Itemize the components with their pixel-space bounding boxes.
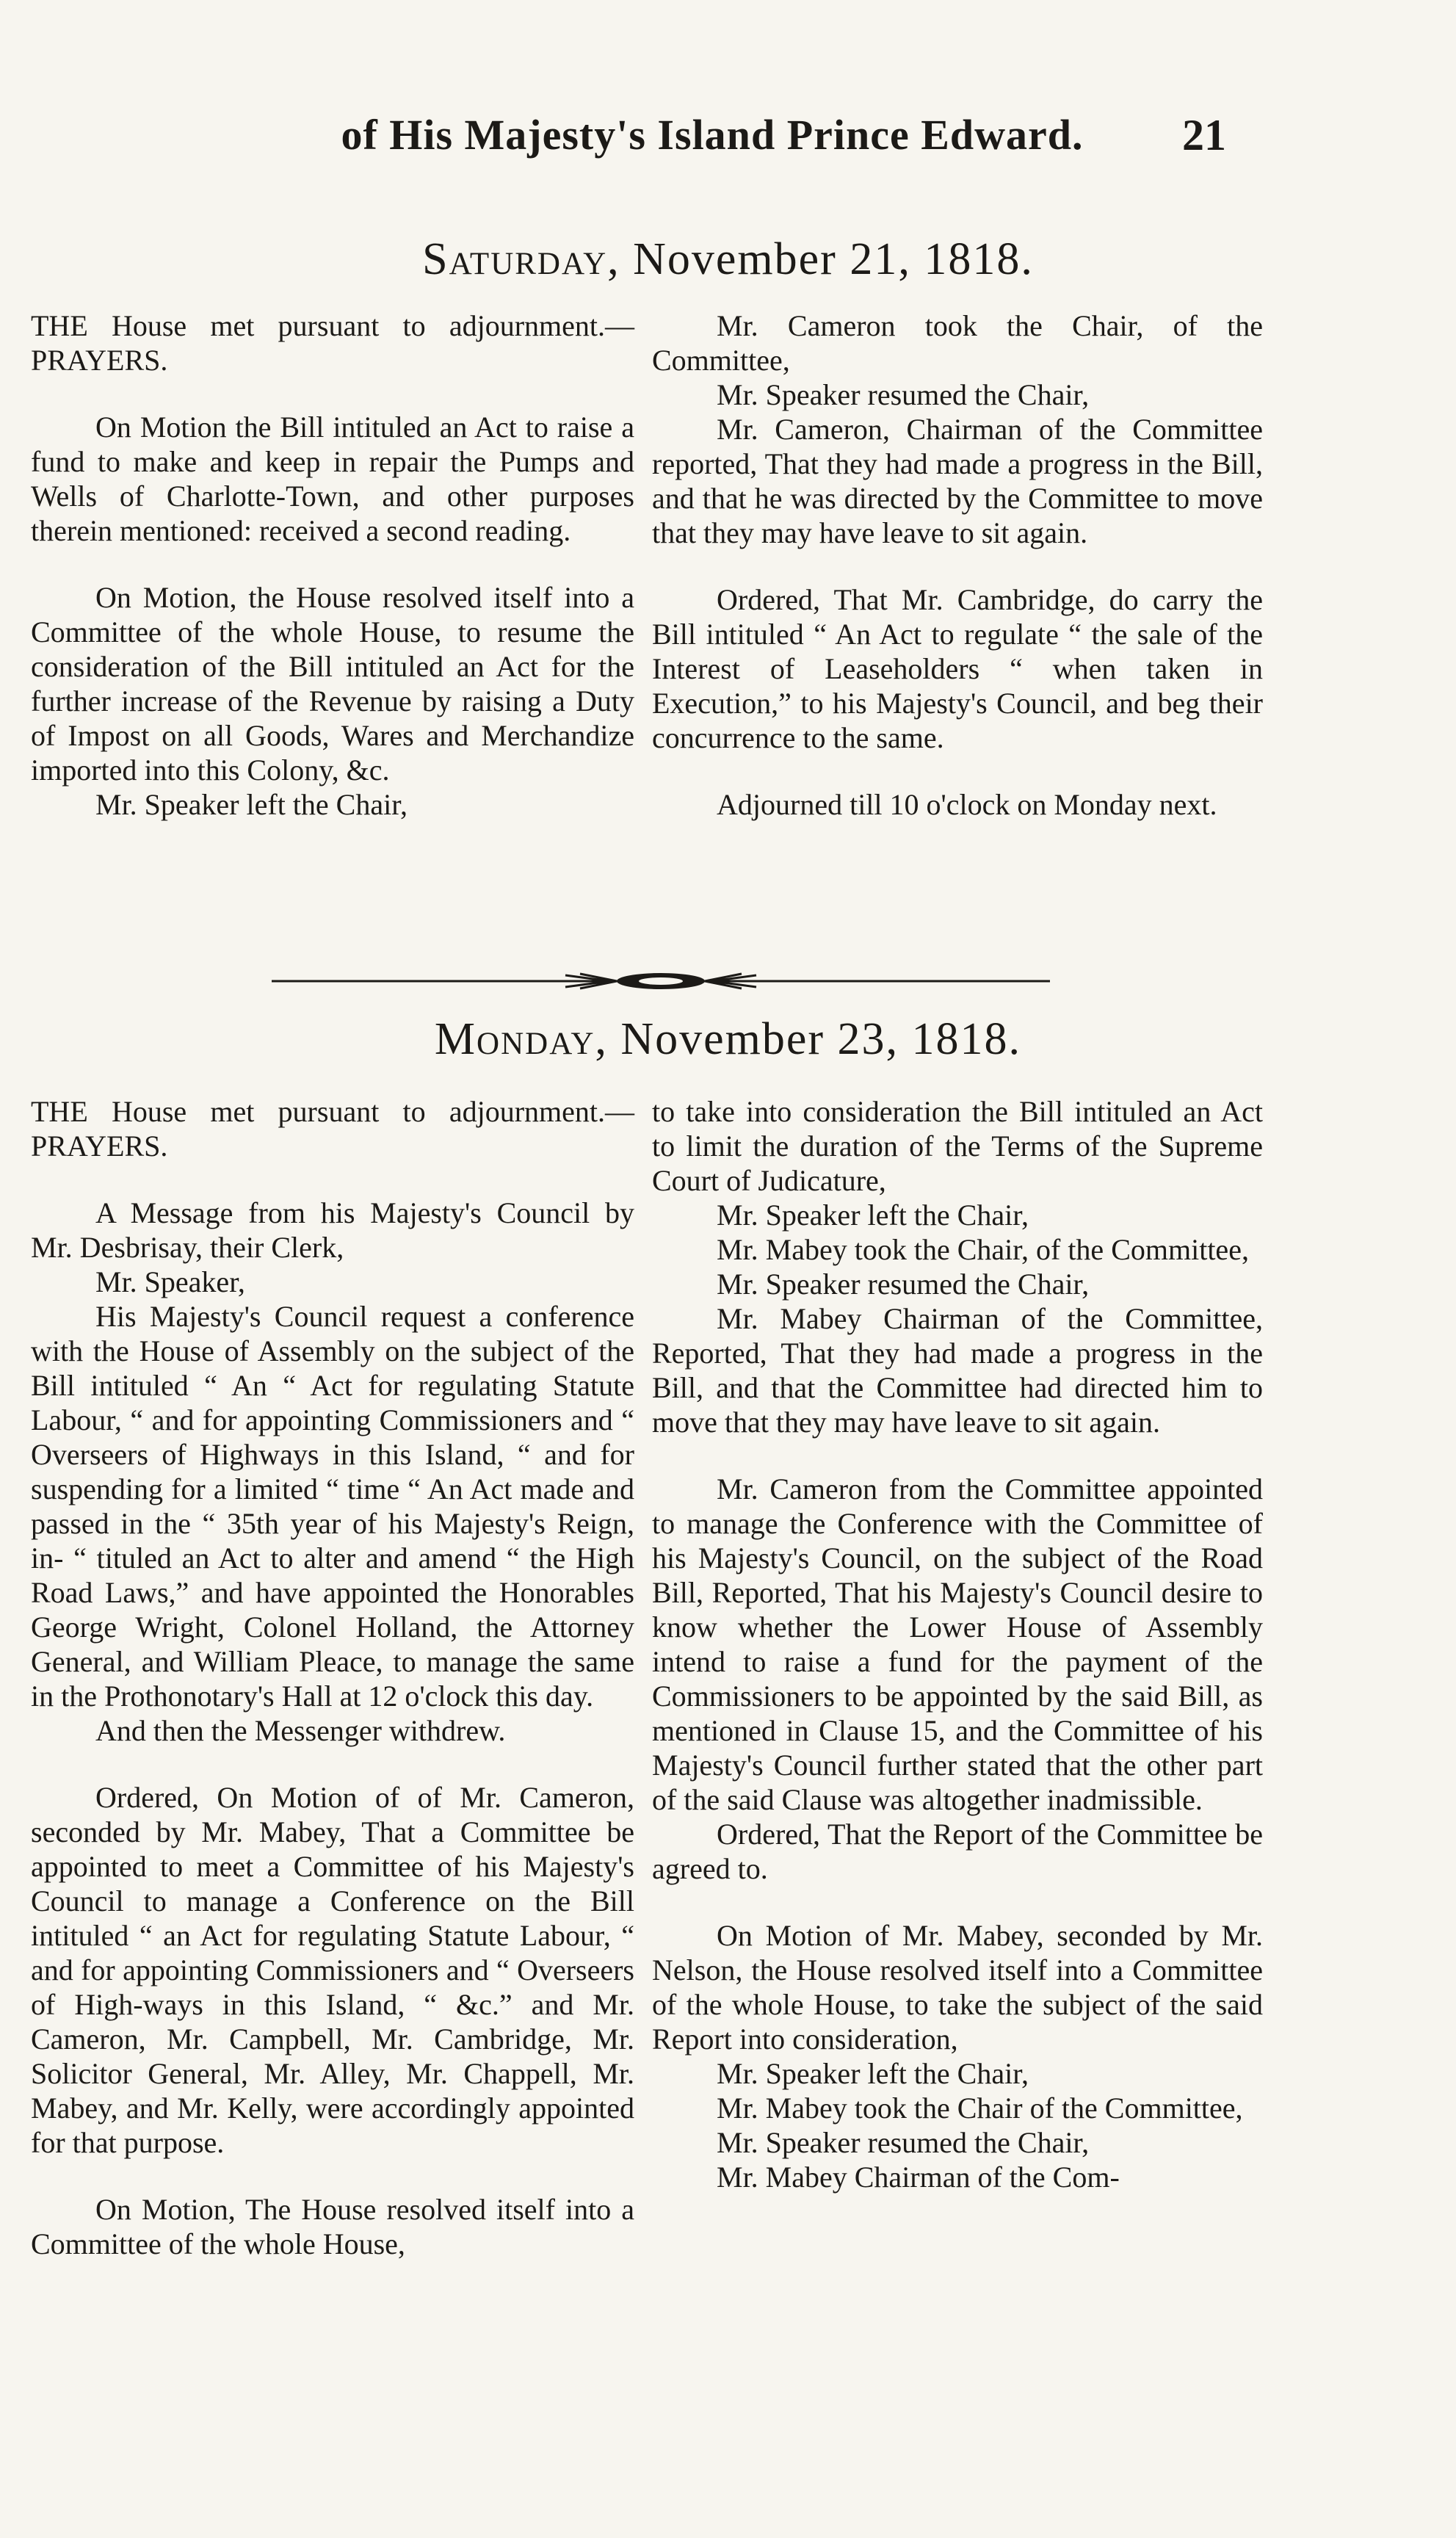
paragraph: And then the Messenger withdrew. <box>95 1714 506 1747</box>
paragraph: THE House met pursuant to adjournment.—PRAYERS. <box>31 309 634 377</box>
running-title: of His Majesty's Island Prince Edward. <box>341 111 1084 159</box>
session-date-heading <box>0 1013 1456 1066</box>
ornamental-divider <box>272 966 1050 996</box>
paragraph: Ordered, That Mr. Cambridge, do carry the Bill intituled “ An Act to regulate “ the sale of the Interest of Leaseholders “ when taken in Execution,” to his Majesty's Council, and beg their concurrence to the same. <box>652 583 1263 754</box>
paragraph: On Motion of Mr. Mabey, seconded by Mr. Nelson, the House resolved itself into a Committee of the whole House, to take the subject of the said Report into consideration, <box>652 1919 1263 2056</box>
paragraph: Adjourned till 10 o'clock on Monday next. <box>717 788 1217 821</box>
paragraph: Mr. Mabey took the Chair of the Committee, <box>717 2092 1243 2125</box>
paragraph: On Motion the Bill intituled an Act to raise a fund to make and keep in repair the Pumps and Wells of Charlotte-Town, and other purposes therein mentioned: received a second reading. <box>31 411 634 547</box>
session-1-left-column <box>31 308 634 822</box>
paragraph: Mr. Mabey took the Chair, of the Committee, <box>717 1233 1249 1266</box>
session-2-right-column <box>652 1094 1263 2194</box>
paragraph: Ordered, That the Report of the Committee be agreed to. <box>652 1818 1263 1885</box>
paragraph: Mr. Speaker left the Chair, <box>717 1198 1029 1232</box>
session-date: , November 23, 1818. <box>595 1014 1022 1064</box>
paragraph: On Motion, the House resolved itself into a Committee of the whole House, to resume the consideration of the Bill intituled an Act for the further increase of the Revenue by raising a Duty of Impost on all Goods, Wares and Merchandize imported into this Colony, &c. <box>31 581 634 787</box>
session-date-heading <box>0 234 1456 286</box>
paragraph: Mr. Speaker resumed the Chair, <box>717 1268 1090 1301</box>
paragraph: Mr. Speaker, <box>95 1265 245 1298</box>
paragraph: A Message from his Majesty's Council by Mr. Desbrisay, their Clerk, <box>31 1196 634 1264</box>
paragraph: Mr. Cameron from the Committee appointed to manage the Conference with the Committee of his Majesty's Council, on the subject of the Road Bill, Reported, That his Majesty's Council desire to know whether the Lower House of Assembly intend to raise a fund for the payment of the Commissioners to be appointed by the said Bill, as mentioned in Clause 15, and the Committee of his Majesty's Council further stated that the other part of the said Clause was altogether inadmissible. <box>652 1472 1263 1816</box>
session-day: Monday <box>434 1014 595 1064</box>
paragraph: Mr. Mabey Chairman of the Committee, Reported, That they had made a progress in the Bill, and that the Committee had directed him to move that they may have leave to sit again. <box>652 1302 1263 1439</box>
session-2-left-column <box>31 1094 634 2261</box>
paragraph: On Motion, The House resolved itself into a Committee of the whole House, <box>31 2193 634 2260</box>
paragraph: Mr. Speaker left the Chair, <box>95 788 408 821</box>
paragraph: THE House met pursuant to adjournment.—PRAYERS. <box>31 1095 634 1163</box>
paragraph: Mr. Speaker left the Chair, <box>717 2057 1029 2090</box>
paragraph: Mr. Cameron, Chairman of the Committee reported, That they had made a progress in the Bill, and that he was directed by the Committee to move that they may have leave to sit again. <box>652 413 1263 549</box>
session-date: , November 21, 1818. <box>607 234 1034 284</box>
paragraph: His Majesty's Council request a conference with the House of Assembly on the subject of the Bill intituled “ An “ Act for regulating Statute Labour, “ and for appointing Commissioners and “ Overseers of Highways in this Island, “ and for suspending for a limited “ time “ An Act made and passed in the “ 35th year of his Majesty's Reign, in- “ tituled an Act to alter and amend “ the High Road Laws,” and have appointed the Honorables George Wright, Colonel Holland, the Attorney General, and William Pleace, to manage the same in the Prothonotary's Hall at 12 o'clock this day. <box>31 1300 634 1713</box>
running-head <box>0 110 1456 176</box>
paragraph: Mr. Speaker resumed the Chair, <box>717 2126 1090 2159</box>
paragraph: Mr. Speaker resumed the Chair, <box>717 378 1090 411</box>
session-1-right-column <box>652 308 1263 822</box>
paragraph: Ordered, On Motion of of Mr. Cameron, seconded by Mr. Mabey, That a Committee be appointed to meet a Committee of his Majesty's Council to manage a Conference on the Bill intituled “ an Act for regulating Statute Labour, “ and for appointing Commissioners and “ Overseers of High-ways in this Island, “ &c.” and Mr. Cameron, Mr. Campbell, Mr. Cambridge, Mr. Solicitor General, Mr. Alley, Mr. Chappell, Mr. Mabey, and Mr. Kelly, were accordingly appointed for that purpose. <box>31 1781 634 2159</box>
page-number: 21 <box>1182 111 1226 159</box>
paragraph: Mr. Mabey Chairman of the Com- <box>717 2161 1120 2194</box>
paragraph: Mr. Cameron took the Chair, of the Committee, <box>652 309 1263 377</box>
paragraph: to take into consideration the Bill intituled an Act to limit the duration of the Terms of the Supreme Court of Judicature, <box>652 1095 1263 1197</box>
session-day: Saturday <box>422 234 608 284</box>
